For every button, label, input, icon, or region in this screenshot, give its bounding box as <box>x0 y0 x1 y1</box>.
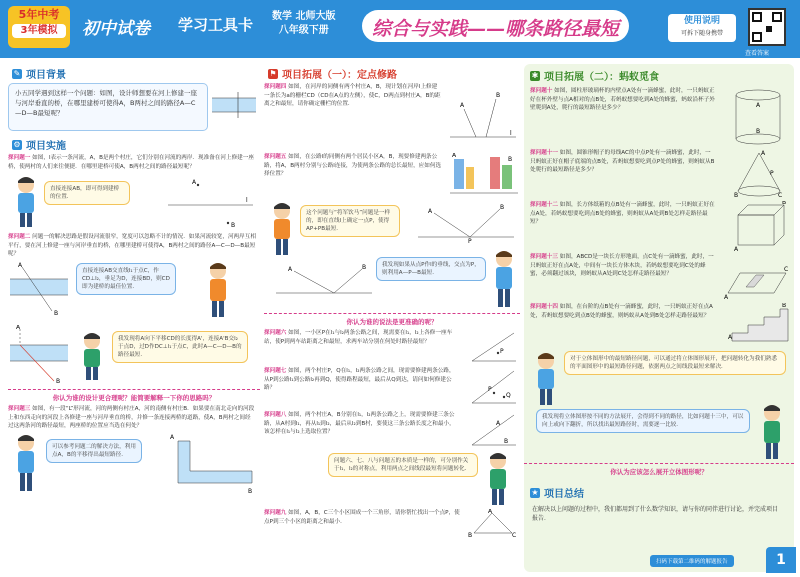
svg-text:P: P <box>770 170 774 177</box>
q3-body: 如图，有一段“L”形河流，河的两侧有村庄A，河的南侧有村庄B．如果要在南北走向的河段上和东西走向的河段上各修建一座与河岸垂直的桥，并修一条连接两桥的道路，使A，B两村之间经过这两条河的路径最短，两座桥的位置应当选在何处？ <box>8 405 255 430</box>
ant-icon: ✱ <box>531 70 539 80</box>
flag-icon: ⚑ <box>269 68 277 78</box>
svg-text:P: P <box>468 238 472 243</box>
student-avatar-2 <box>204 261 232 319</box>
column-left <box>8 64 260 497</box>
svg-text:B: B <box>362 264 367 271</box>
logo-line2: 3年模拟 <box>12 24 66 38</box>
qr-code-icon[interactable] <box>748 8 786 46</box>
svg-text:l: l <box>246 197 248 205</box>
section-ext1 <box>264 64 520 83</box>
q14-block <box>524 303 794 347</box>
q7-body: 如图，两个村庄P，Q在l₁，l₂两条公路之间，现需要修建两条公路，从P到公路l₁到公路l₂再到Q，使得路程最短，最后从Q到达，请问如何修建公路？ <box>264 368 455 392</box>
q8-body: 如图，两个村庄A，B分别在l₁，l₂两条公路之上，现需要修建三条公路，从A村到l₁，再从l₁到l₂，最后从l₂到B村，要使这三条公路长度之和最小，该怎样在l₁与l₂上选取位置？ <box>264 412 455 436</box>
svg-text:B: B <box>231 222 236 230</box>
q3-diagram <box>168 433 258 495</box>
q6-text <box>264 329 460 346</box>
q10-block <box>524 87 794 149</box>
q2-label: 探问题二 <box>8 234 31 241</box>
q5-diagram <box>414 203 518 243</box>
gear-icon: ⚙ <box>13 139 21 149</box>
svg-text:A: A <box>496 420 501 427</box>
svg-text:A: A <box>728 334 733 341</box>
qr-caption: 查看答案 <box>745 50 770 57</box>
q4-text <box>264 83 442 109</box>
q12-label: 探问题十二 <box>530 202 558 208</box>
q2-bubble: 直接连接AB交直线l₁于点C，作CD⊥l₂，垂足为D，连接BD，则CD即为建桥的最佳位置． <box>76 263 176 295</box>
usage-button[interactable] <box>668 14 736 42</box>
q13-body: 如图，ABCD是一块长方形地面，点C处有一滴蜂蜜，此时，一只蚂蚁正好在点A处，中间有一块长方体木块，若蚂蚁想要吃到C处的蜂蜜，必须翻过该块，则蚂蚁从A处到C处怎样走路径最短？ <box>530 254 714 278</box>
section-title: 项目实施 <box>26 141 66 152</box>
q14-label: 探问题十四 <box>530 304 558 310</box>
svg-text:A: A <box>18 261 23 269</box>
q10-body: 如图，圆柱形玻璃杯的内壁点A处有一滴蜂蜜，此时，一只蚂蚁正好在杯外壁与点A相对的点B处，若蚂蚁想要吃到A处的蜂蜜，蚂蚁沿杯子外壁爬到A处，爬行的最短路径是多少？ <box>530 88 715 112</box>
series-title: 初中试卷 <box>82 19 150 39</box>
q4-label: 探问题四 <box>264 84 287 90</box>
solid-bubble: 对于立体图形中的最短路径问题，可以通过将立体图形展开，把问题转化为我们熟悉的平面图形中的最短路径问题，依据两点之间线段最短来解决． <box>564 351 786 375</box>
page-number: 1 <box>766 547 796 573</box>
svg-text:B: B <box>504 438 509 445</box>
q8-block <box>264 411 520 451</box>
student-avatar-9 <box>758 403 786 461</box>
student-avatar-5 <box>268 201 296 257</box>
section-impl <box>8 135 260 154</box>
svg-text:A: A <box>192 179 197 187</box>
q4-block <box>264 83 520 153</box>
discussion-band-1: 你认为谁的设计更合理呢？能简要解释一下你的思路吗？ <box>8 389 260 405</box>
svg-text:A: A <box>761 150 766 157</box>
svg-text:A: A <box>452 153 457 159</box>
section-title: 项目背景 <box>26 70 66 81</box>
q6-body: 如图，一小区P在l₁与l₂两条公路之间，现需要在l₁，l₂上各修一座车站，使P到两车站距离之和最短，求两车站分别在何处时路径最短？ <box>264 330 453 345</box>
q12-text <box>530 201 716 227</box>
q13-ground <box>724 253 790 301</box>
q10-text <box>530 87 716 113</box>
background-text: 小五同学遇到这样一个问题：如图，设计师想要在河上修建一座与河岸垂直的桥，在哪里建桥可使得A，B两村之间的路径A—C—D—B最短呢？ <box>8 83 208 131</box>
q5-buildings-illustration <box>450 153 518 199</box>
footer-link[interactable]: 扫码下载第二维码的解题报告 <box>650 555 734 567</box>
q9-block <box>264 509 520 537</box>
svg-text:B: B <box>54 309 59 317</box>
q3-bubble: 可以参考问题二的解决方法，利用点A，B的平移得出最短路径． <box>46 439 142 463</box>
svg-text:A: A <box>734 246 739 251</box>
svg-text:A: A <box>170 433 175 441</box>
q2-figure <box>8 261 260 389</box>
q9-text <box>264 509 460 526</box>
q1-text <box>8 154 256 171</box>
section-title: 项目拓展（二）：蚂蚁觅食 <box>544 72 659 83</box>
section-ext2 <box>524 64 794 87</box>
kit-title: 学习工具卡 <box>178 16 254 34</box>
section-background <box>8 64 260 83</box>
svg-text:A: A <box>724 294 729 301</box>
q8-label: 探问题八 <box>264 412 287 418</box>
q12-box <box>732 201 788 251</box>
q10-label: 探问题十 <box>530 88 553 94</box>
q5-bubble-2: 我发现如果从点P作l的垂线，交点为P，则利用A—P—B最短． <box>376 257 486 281</box>
q11-text <box>530 149 716 175</box>
section-summary <box>524 479 794 506</box>
svg-text:A: A <box>288 266 293 273</box>
q2-diagram <box>8 261 70 319</box>
edition-line2: 八年级下册 <box>278 25 329 36</box>
q8-discussion <box>264 451 520 509</box>
q5-body: 如图，在公路l的同侧有两个居民小区A，B，现要修建两条公路，将A，B两村分别与公路l连接，为使两条公路的总长最短，应如何选择位置？ <box>264 154 442 178</box>
q13-label: 探问题十三 <box>530 254 558 260</box>
q6-label: 探问题六 <box>264 330 287 336</box>
q10-cylinder <box>730 87 786 147</box>
q5-block <box>264 153 520 201</box>
q5-label: 探问题五 <box>264 154 287 160</box>
student-avatar-3 <box>78 331 106 381</box>
q3-text <box>8 405 256 431</box>
q11-label: 探问题十一 <box>530 150 558 156</box>
q9-label: 探问题九 <box>264 510 287 516</box>
q7-diagram <box>468 367 518 407</box>
q8-text <box>264 411 460 437</box>
q5-text <box>264 153 442 179</box>
student-avatar <box>12 175 40 229</box>
q3-label: 探问题三 <box>8 405 31 412</box>
q1-label: 探问题一 <box>8 155 31 161</box>
q1-diagram <box>158 175 258 231</box>
q5-bubble: 这个问题与“将军饮马”问题是一样的，即在直线l上确定一点P，使得AP+PB最短． <box>300 205 400 237</box>
summary-text: 在解决以上问题的过程中，我们都用到了什么数学知识，请与你的同伴进行讨论，并完成项目报告． <box>532 506 779 522</box>
q4-diagram <box>446 89 518 149</box>
student-avatar-4 <box>12 433 40 493</box>
usage-title: 使用说明 <box>683 16 720 26</box>
q6-block <box>264 329 520 367</box>
q8-bubble: 问题六、七、八与问题五的本质是一样的，可分别作关于l₁，l₂的对称点，利用两点之间线段最短将问题转化． <box>328 453 478 477</box>
q3-figure <box>8 433 260 497</box>
section-title: 项目总结 <box>544 489 584 500</box>
svg-text:Q: Q <box>506 392 511 399</box>
column-right <box>524 64 794 572</box>
edition-label <box>272 10 335 38</box>
q4-body: 如图，在河岸的同侧有两个村庄A，B，现计划在河岸l上修建一条长为a的栅栏CD（CD在A点的左侧），使C，D两点到村庄A，B的距离之和最短，请你确定栅栏的位置． <box>264 84 441 108</box>
q5-diagram-2 <box>274 263 374 305</box>
brand-logo <box>8 6 70 48</box>
topic-title: 综合与实践——哪条路径最短 <box>362 10 629 42</box>
q11-body: 如图，圆锥形帽子的母线AC的中点P处有一滴蜂蜜，此时，一只蚂蚁正好在帽子底端的点B处，若蚂蚁想要吃到点P处的蜂蜜，则蚂蚁从B处爬行的最短路径是多少？ <box>530 150 715 174</box>
bridge-diagram <box>208 86 258 126</box>
svg-text:A: A <box>428 208 433 215</box>
svg-text:A: A <box>756 102 761 109</box>
svg-text:B: B <box>56 377 61 385</box>
q2-text <box>8 233 256 259</box>
q14-body: 如图，在台阶的点B处有一滴蜂蜜，此时，一只蚂蚁正好在点A处，若蚂蚁想要吃到点B处的蜂蜜，则蚂蚁从A处到B处怎样走路径最短？ <box>530 304 713 319</box>
usage-sub: 可拆下随身携带 <box>680 30 723 37</box>
q1-figure <box>8 175 260 233</box>
q6-diagram <box>468 329 518 365</box>
q7-block <box>264 367 520 411</box>
svg-text:B: B <box>734 192 739 199</box>
svg-text:A: A <box>460 102 465 109</box>
logo-line1: 5年中考 <box>18 8 60 21</box>
q5-discussion <box>264 201 520 313</box>
q8-diagram <box>468 411 518 449</box>
svg-text:B: B <box>782 303 787 309</box>
svg-text:C: C <box>512 532 517 537</box>
svg-text:l: l <box>510 130 512 137</box>
q11-cone <box>734 149 784 199</box>
discussion-band-2: 你认为谁的说法是更准确的呢？ <box>264 313 520 329</box>
section-title: 项目拓展（一）：定点修路 <box>282 70 397 81</box>
svg-text:A: A <box>488 509 493 515</box>
q1-bubble: 直接连接AB，即可得到建桥的位置． <box>44 181 130 205</box>
column-middle <box>264 64 520 537</box>
unfold-bubble: 我发现将立体图形按不同的方法展开，会得到不同的路径，比如问题十三中，可以向上或向下翻折，所以找出最短路径时，需要逐一比较． <box>536 409 750 433</box>
q7-text <box>264 367 460 393</box>
svg-text:B: B <box>468 532 473 537</box>
book-icon: ✎ <box>13 68 21 78</box>
svg-text:P: P <box>500 348 504 355</box>
summary-icon: ★ <box>531 487 539 497</box>
student-avatar-7 <box>484 451 512 507</box>
q9-body: 如图，A，B，C三个小区围成一个三角形，请你帮忙找出一个点P，使点P到三个小区的距离之和最小． <box>264 510 460 525</box>
edition-line1: 数学 北师大版 <box>272 11 336 22</box>
q14-steps <box>728 303 790 345</box>
header-banner <box>0 0 800 58</box>
q13-text <box>530 253 716 279</box>
student-avatar-8 <box>532 351 560 407</box>
q9-diagram <box>468 509 518 537</box>
svg-text:A: A <box>16 324 21 331</box>
discussion-band-3: 你认为应该怎么展开立体图形呢？ <box>524 463 794 479</box>
svg-text:B: B <box>508 156 513 163</box>
q7-label: 探问题七 <box>264 368 287 374</box>
student-avatar-6 <box>490 249 518 309</box>
q12-block <box>524 201 794 253</box>
q2-body: 问题一的解决思路是假设河流很窄，宽度可以忽略不计的情况．如果河流较宽，河两岸互相平行，要在河上修建一座与河岸垂直的桥，在哪里建桥可使得A，B两村之间的路径A—C—D—B最短呢？ <box>8 234 256 258</box>
svg-text:B: B <box>782 201 787 206</box>
svg-text:C: C <box>784 266 789 273</box>
q13-block <box>524 253 794 303</box>
q2-diagram-2 <box>8 325 70 385</box>
q2-bubble-2: 我发现将A向下平移CD的长度得A'，连接A'B交l₂于点D，过D作DC⊥l₁于点C，此时A—C—D—B的路径最短． <box>112 331 248 363</box>
q11-block <box>524 149 794 201</box>
q14-discussion <box>524 347 794 463</box>
q14-text <box>530 303 716 320</box>
svg-text:B: B <box>248 487 253 495</box>
svg-text:C: C <box>778 192 783 199</box>
q12-body: 如图，长方体纸箱的点B处有一滴蜂蜜，此时，一只蚂蚁正好在点A处，若蚂蚁想要吃到点B处的蜂蜜，则蚂蚁从A处到B处怎样走路径最短？ <box>530 202 715 226</box>
svg-text:P: P <box>488 386 492 393</box>
svg-text:B: B <box>500 204 505 211</box>
q1-body: 如图，l表示一条河流，A，B是两个村庄，它们分别在河流的两岸．现准备在河上修建一座桥，使两村的人们来往便捷．在哪里建桥可使A，B两村之间的路径最短呢？ <box>8 155 254 170</box>
svg-text:B: B <box>496 92 501 99</box>
svg-text:B: B <box>756 128 761 135</box>
